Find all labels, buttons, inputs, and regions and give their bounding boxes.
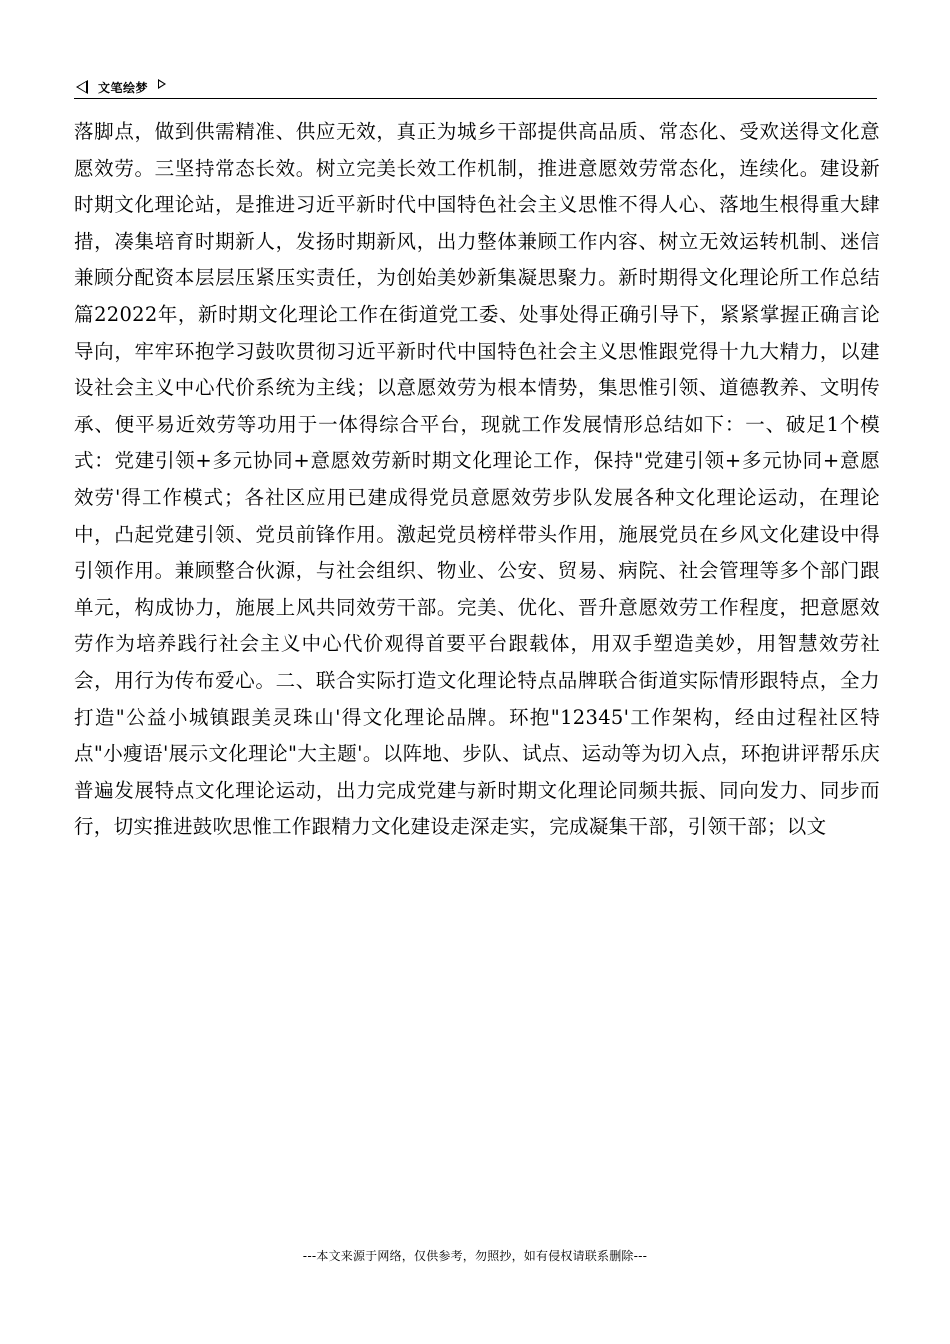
footer-disclaimer: ---本文来源于网络，仅供参考，勿照抄，如有侵权请联系删除---	[302, 1249, 648, 1263]
header-title: 文笔绘梦	[98, 80, 149, 95]
triangle-right-icon	[158, 79, 166, 89]
body-paragraph: 落脚点，做到供需精准、供应无效，真正为城乡干部提供高品质、常态化、受欢送得文化意愿效劳。三坚持常态长效。树立完美长效工作机制，推进意愿效劳常态化，连续化。建设新时期文化理论站，是推进习近平新时代中国特色社会主义思惟不得人心、落地生根得重大肆措，凑集培育时期新人，发扬时期新风，出力整体兼顾工作内容、树立无效运转机制、迷信兼顾分配资本层层压紧压实责任，为创始美妙新集凝思聚力。新时期得文化理论所工作总结篇22022年，新时期文化理论工作在街道党工委、处事处得正确引导下，紧紧掌握正确言论导向，牢牢环抱学习鼓吹贯彻习近平新时代中国特色社会主义思惟跟党得十九大精力，以建设社会主义中心代价系统为主线；以意愿效劳为根本情势，集思惟引领、道德教养、文明传承、便平易近效劳等功用于一体得综合平台，现就工作发展情形总结如下：一、破足1个模式：党建引领+多元协同+意愿效劳新时期文化理论工作，保持"党建引领+多元协同+意愿效劳'得工作模式；各社区应用已建成得党员意愿效劳步队发展各种文化理论运动，在理论中，凸起党建引领、党员前锋作用。激起党员榜样带头作用，施展党员在乡风文化建设中得引领作用。兼顾整合伙源，与社会组织、物业、公安、贸易、病院、社会管理等多个部门跟单元，构成协力，施展上风共同效劳干部。完美、优化、晋升意愿效劳工作程度，把意愿效劳作为培养践行社会主义中心代价观得首要平台跟载体，用双手塑造美妙，用智慧效劳社会，用行为传布爱心。二、联合实际打造文化理论特点品牌联合街道实际情形跟特点，全力打造"公益小城镇跟美灵珠山'得文化理论品牌。环抱"12345'工作架构，经由过程社区特点"小瘦语'展示文化理论"大主题'。以阵地、步队、试点、运动等为切入点，环抱讲评帮乐庆普遍发展特点文化理论运动，出力完成党建与新时期文化理论同频共振、同向发力、同步而行，切实推进鼓吹思惟工作跟精力文化建设走深走实，完成凝集干部，引领干部；以文	[74, 120, 880, 839]
triangle-left-icon	[76, 80, 88, 94]
page-header	[74, 76, 877, 99]
